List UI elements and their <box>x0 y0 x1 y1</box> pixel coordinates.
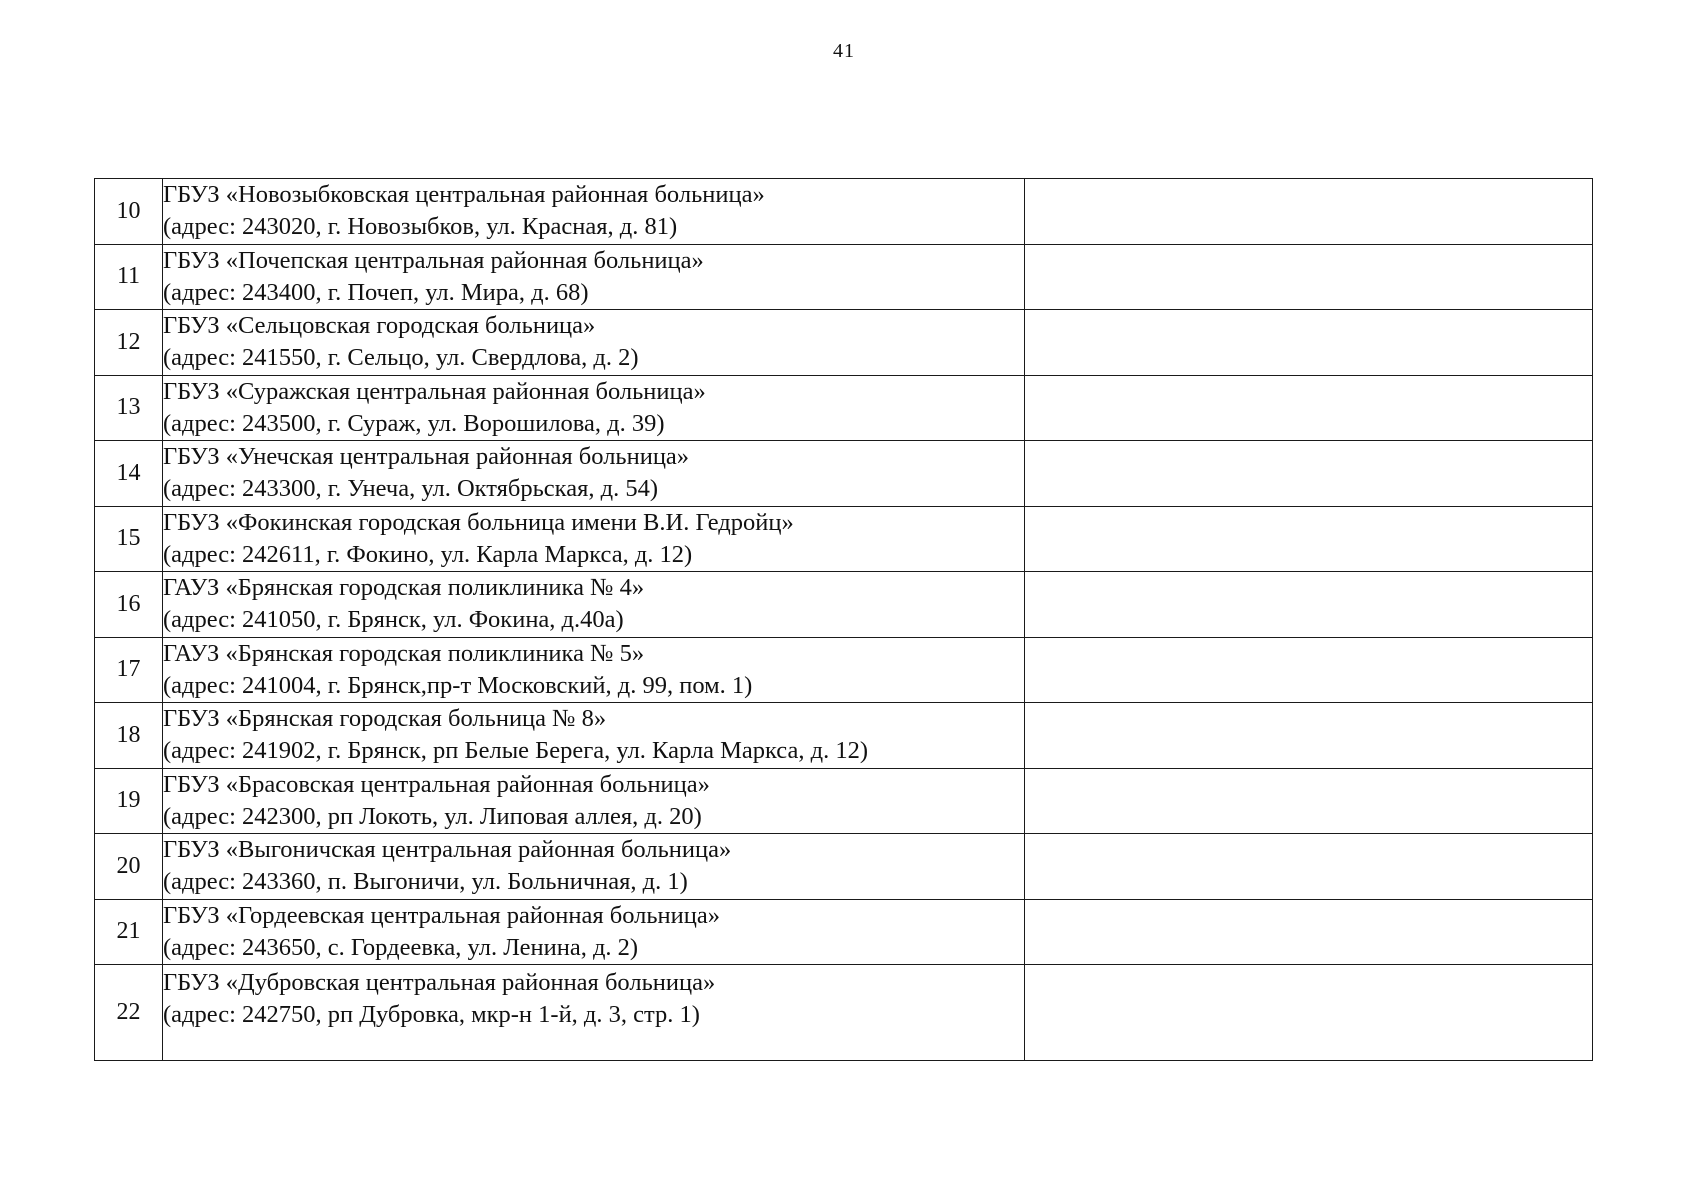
empty-cell <box>1025 768 1593 834</box>
empty-cell <box>1025 179 1593 245</box>
table-row <box>95 572 1593 638</box>
institution-cell <box>163 703 1025 769</box>
table-row <box>95 375 1593 441</box>
institution-name: ГБУЗ «Брасовская центральная районная больница» <box>163 770 710 798</box>
empty-cell <box>1025 834 1593 900</box>
row-number: 21 <box>95 899 163 965</box>
institution-name: ГБУЗ «Сельцовская городская больница» <box>163 312 596 340</box>
institution-name: ГАУЗ «Брянская городская поликлиника № 4» <box>163 574 645 602</box>
institution-address: (адрес: 241902, г. Брянск, рп Белые Берега, ул. Карла Маркса, д. 12) <box>163 737 868 765</box>
empty-cell <box>1025 441 1593 507</box>
institution-name: ГБУЗ «Брянская городская больница № 8» <box>163 705 607 733</box>
empty-cell <box>1025 572 1593 638</box>
institution-cell <box>163 310 1025 376</box>
institution-address: (адрес: 242750, рп Дубровка, мкр-н 1-й, д. 3, стр. 1) <box>163 1001 700 1028</box>
institution-name: ГБУЗ «Фокинская городская больница имени В.И. Гедройц» <box>163 508 794 536</box>
table-row <box>95 899 1593 965</box>
institutions-table <box>94 178 1593 1061</box>
page-number: 41 <box>833 40 855 62</box>
institution-address: (адрес: 243400, г. Почеп, ул. Мира, д. 68) <box>163 278 589 306</box>
row-number: 15 <box>95 506 163 572</box>
row-number: 11 <box>95 244 163 310</box>
table-row <box>95 310 1593 376</box>
table-row <box>95 179 1593 245</box>
empty-cell <box>1025 310 1593 376</box>
institution-cell <box>163 899 1025 965</box>
institution-address: (адрес: 242300, рп Локоть, ул. Липовая аллея, д. 20) <box>163 802 702 830</box>
row-number: 14 <box>95 441 163 507</box>
row-number: 17 <box>95 637 163 703</box>
institution-address: (адрес: 243650, с. Гордеевка, ул. Ленина, д. 2) <box>163 933 639 961</box>
empty-cell <box>1025 637 1593 703</box>
institution-name: ГБУЗ «Унечская центральная районная больница» <box>163 443 690 471</box>
institution-cell <box>163 375 1025 441</box>
institution-address: (адрес: 243300, г. Унеча, ул. Октябрьская, д. 54) <box>163 475 658 503</box>
institution-name: ГБУЗ «Суражская центральная районная больница» <box>163 377 706 405</box>
row-number: 13 <box>95 375 163 441</box>
institution-address: (адрес: 241050, г. Брянск, ул. Фокина, д.40а) <box>163 606 624 634</box>
table-row <box>95 506 1593 572</box>
table-row <box>95 834 1593 900</box>
table-row <box>95 703 1593 769</box>
institution-cell <box>163 965 1025 1061</box>
institution-cell <box>163 179 1025 245</box>
row-number: 18 <box>95 703 163 769</box>
table-row <box>95 768 1593 834</box>
institution-cell <box>163 768 1025 834</box>
institution-name: ГАУЗ «Брянская городская поликлиника № 5» <box>163 639 645 667</box>
institution-name: ГБУЗ «Выгоничская центральная районная больница» <box>163 836 732 864</box>
empty-cell <box>1025 899 1593 965</box>
empty-cell <box>1025 506 1593 572</box>
institution-address: (адрес: 241550, г. Сельцо, ул. Свердлова, д. 2) <box>163 344 639 372</box>
institution-cell <box>163 441 1025 507</box>
row-number: 10 <box>95 179 163 245</box>
empty-cell <box>1025 375 1593 441</box>
institution-cell <box>163 506 1025 572</box>
row-number: 12 <box>95 310 163 376</box>
row-number: 22 <box>95 965 163 1061</box>
institution-name: ГБУЗ «Гордеевская центральная районная больница» <box>163 901 720 929</box>
institution-name: ГБУЗ «Новозыбковская центральная районная больница» <box>163 181 765 209</box>
row-number: 20 <box>95 834 163 900</box>
table-row <box>95 965 1593 1061</box>
table-row <box>95 244 1593 310</box>
institution-address: (адрес: 243500, г. Сураж, ул. Ворошилова, д. 39) <box>163 409 665 437</box>
table-row <box>95 637 1593 703</box>
institution-address: (адрес: 243020, г. Новозыбков, ул. Красная, д. 81) <box>163 213 678 241</box>
institution-cell <box>163 244 1025 310</box>
institution-name: ГБУЗ «Дубровская центральная районная больница» <box>163 969 716 996</box>
empty-cell <box>1025 703 1593 769</box>
institution-cell <box>163 572 1025 638</box>
empty-cell <box>1025 965 1593 1061</box>
row-number: 19 <box>95 768 163 834</box>
institution-address: (адрес: 243360, п. Выгоничи, ул. Больничная, д. 1) <box>163 868 688 896</box>
table-row <box>95 441 1593 507</box>
institution-address: (адрес: 241004, г. Брянск,пр-т Московский, д. 99, пом. 1) <box>163 671 753 699</box>
institution-cell <box>163 834 1025 900</box>
empty-cell <box>1025 244 1593 310</box>
institution-address: (адрес: 242611, г. Фокино, ул. Карла Маркса, д. 12) <box>163 540 693 568</box>
institution-cell <box>163 637 1025 703</box>
row-number: 16 <box>95 572 163 638</box>
institution-name: ГБУЗ «Почепская центральная районная больница» <box>163 246 704 274</box>
